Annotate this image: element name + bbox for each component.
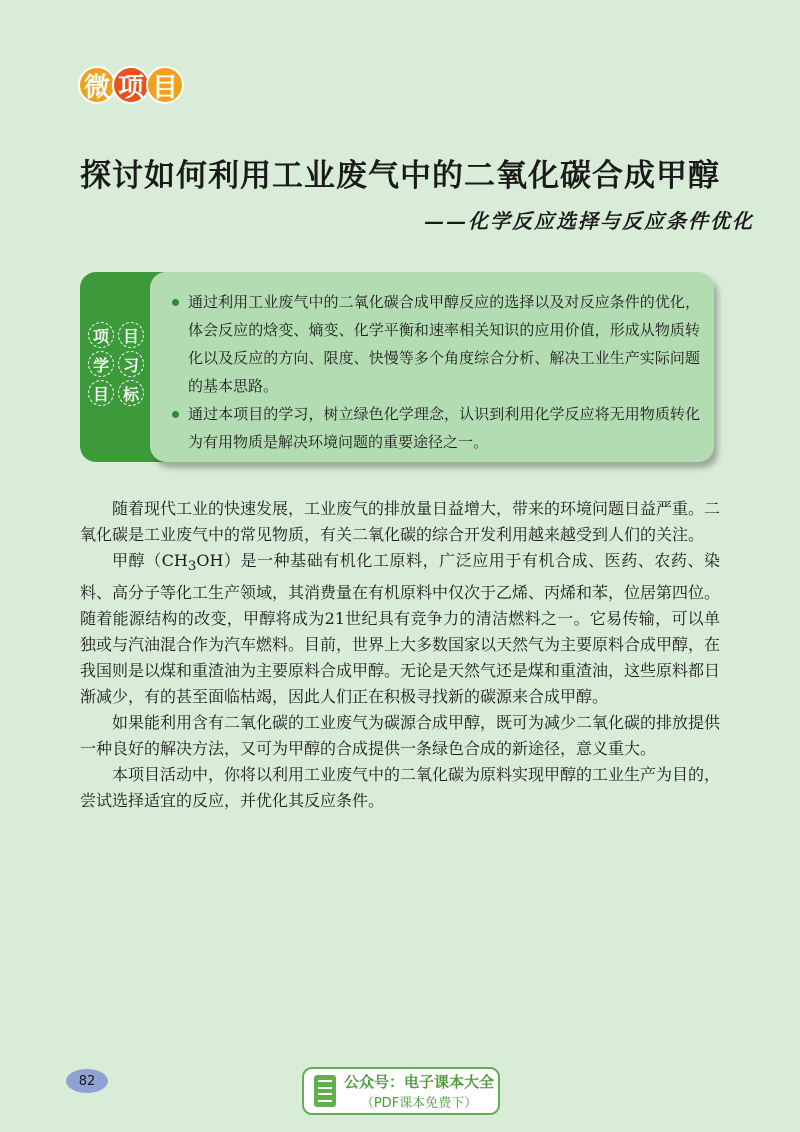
goal-item [172, 400, 700, 456]
paragraph-3: 如果能利用含有二氧化碳的工业废气为碳源合成甲醇，既可为减少二氧化碳的排放提供一种良好的解决方法，又可为甲醇的合成提供一条绿色合成的新途径，意义重大。 [80, 713, 721, 759]
badge-char-2: 项 [112, 66, 150, 104]
goals-label-char: 习 [118, 351, 144, 377]
watermark-text [344, 1071, 494, 1111]
goal-item [172, 288, 700, 400]
goals-label-char: 目 [88, 380, 114, 406]
paragraph-2 [80, 548, 720, 710]
badge-char-3: 目 [146, 66, 184, 104]
formula-subscript: 3 [187, 559, 197, 575]
goal-item-text: 通过本项目的学习，树立绿色化学理念，认识到利用化学反应将无用物质转化为有用物质是解决环境问题的重要途径之一。 [188, 405, 700, 451]
bullet-dot-icon [172, 299, 179, 306]
section-badge [78, 66, 180, 104]
goal-item-text: 通过利用工业废气中的二氧化碳合成甲醇反应的选择以及对反应条件的优化，体会反应的焓变、熵变、化学平衡和速率相关知识的应用价值，形成从物质转化以及反应的方向、限度、快慢等多个角度综合分析、解决工业生产实际问题的基本思路。 [188, 293, 700, 395]
paragraph-2-start: 甲醇（CH [112, 551, 188, 570]
body-text [80, 496, 720, 814]
goals-label-char: 目 [118, 322, 144, 348]
badge-char-1: 微 [78, 66, 116, 104]
paragraph-2-rest: OH）是一种基础有机化工原料，广泛应用于有机合成、医药、农药、染料、高分子等化工生产领域，其消费量在有机原料中仅次于乙烯、丙烯和苯，位居第四位。随着能源结构的改变，甲醇将成为21世纪具有竞争力的清洁燃料之一。它易传输，可以单独或与汽油混合作为汽车燃料。目前，世界上大多数国家以天然气为主要原料合成甲醇，在我国则是以煤和重渣油为主要原料合成甲醇。无论是天然气还是煤和重渣油，这些原料都日渐减少，有的甚至面临枯竭，因此人们正在积极寻找新的碳源来合成甲醇。 [80, 551, 721, 707]
book-icon [314, 1075, 336, 1107]
page-subtitle: ——化学反应选择与反应条件优化 [424, 209, 754, 233]
bullet-dot-icon [172, 411, 179, 418]
paragraph-1: 随着现代工业的快速发展，工业废气的排放量日益增大，带来的环境问题日益严重。二氧化碳是工业废气中的常见物质，有关二氧化碳的综合开发利用越来越受到人们的关注。 [80, 499, 721, 544]
goals-label-left [88, 322, 114, 409]
paragraph-4: 本项目活动中，你将以利用工业废气中的二氧化碳为原料实现甲醇的工业生产为目的，尝试选择适宜的反应，并优化其反应条件。 [80, 765, 721, 811]
goals-label-char: 标 [118, 380, 144, 406]
watermark-line-1: 公众号：电子课本大全 [344, 1073, 495, 1091]
watermark-banner [302, 1067, 500, 1115]
learning-goals-box [80, 272, 714, 462]
page-number: 82 [66, 1069, 108, 1093]
goals-content [150, 272, 714, 462]
goals-label-char: 学 [88, 351, 114, 377]
goals-label-right [118, 322, 144, 409]
watermark-line-2: （PDF课本免费下） [360, 1096, 478, 1111]
goals-label-char: 项 [88, 322, 114, 348]
page-title: 探讨如何利用工业废气中的二氧化碳合成甲醇 [80, 158, 720, 194]
